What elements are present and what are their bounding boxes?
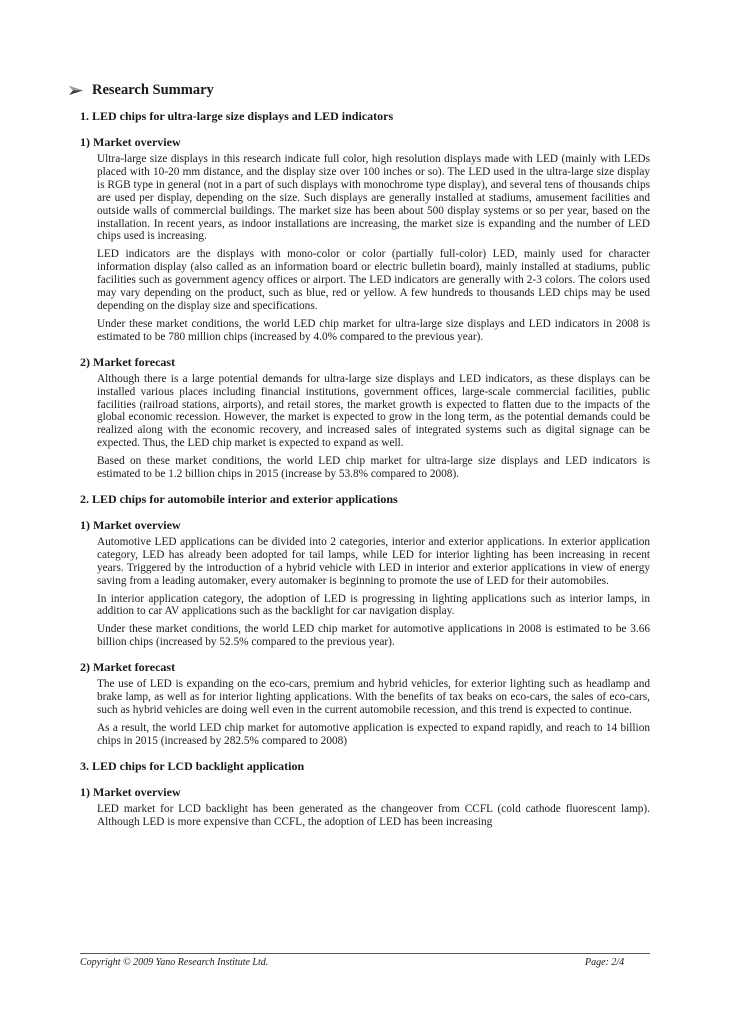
copyright-text: Copyright © 2009 Yano Research Institute Ltd.	[80, 957, 269, 968]
section-1-overview-paragraph-1: Ultra-large size displays in this research indicate full color, high resolution displays made with LED (mainly with LEDs placed with 10-20 mm distance, and the display size over 100 inches or so). The LED used in the ultra-large size display is RGB type in general (not in a part of such displays with monochrome type display), and several tens of thousands chips are used per display, depending on the size. Such displays are generally installed at stadiums, amusement facilities and outside walls of commercial buildings. The market size has been about 500 display systems or so per year, based on the installation. In recent years, as indoor installations are increasing, the market size is expanding and the number of LED chips used is increasing.	[97, 153, 650, 243]
section-3-title: 3. LED chips for LCD backlight application	[80, 758, 305, 773]
section-2-title: 2. LED chips for automobile interior and exterior applications	[80, 491, 398, 506]
page-footer	[80, 957, 650, 968]
section-3-overview-paragraph-1: LED market for LCD backlight has been generated as the changeover from CCFL (cold cathode fluorescent lamp). Although LED is more expensive than CCFL, the adoption of LED has been increasing	[97, 802, 650, 828]
section-1-forecast-paragraph-2: Based on these market conditions, the world LED chip market for ultra-large size displays and LED indicators is estimated to be 1.2 billion chips in 2015 (increase by 53.8% compared to 2008).	[97, 455, 650, 481]
page-number: Page: 2/4	[585, 957, 625, 968]
research-summary-heading	[68, 82, 214, 99]
research-summary-title: Research Summary	[92, 82, 214, 98]
section-1-forecast-paragraph-1: Although there is a large potential demands for ultra-large size displays and LED indicators, as these displays can be installed various places including financial institutions, government offices, large-scale commercial facilities, public facilities (railroad stations, airports), and retail stores, the market growth is expected to flatten due to the impacts of the global economic recession. However, the market is expected to grow in the long term, as the potential demands could be realized along with the economic recovery, and increased sales of integrated systems such as digital signage can be expected. Thus, the LED chip market is expected to expand as well.	[97, 372, 650, 450]
section-2-forecast-label: 2) Market forecast	[80, 660, 176, 675]
section-2-forecast-paragraph-2: As a result, the world LED chip market for automotive application is expected to expand rapidly, and reach to 14 billion chips in 2015 (increased by 282.5% compared to 2008)	[97, 721, 650, 747]
section-2-overview-label: 1) Market overview	[80, 517, 181, 532]
section-2-forecast-paragraph-1: The use of LED is expanding on the eco-cars, premium and hybrid vehicles, for exterior lighting such as headlamp and brake lamp, as well as for interior lighting applications. With the benefits of tax beaks on eco-cars, the sales of eco-cars, such as hybrid vehicles are doing well even in the current automobile recession, and this trend is expected to continue.	[97, 678, 650, 716]
arrow-bullet-icon	[68, 84, 84, 97]
document-body	[80, 109, 650, 834]
section-2-overview-paragraph-1: Automotive LED applications can be divided into 2 categories, interior and exterior applications. In exterior application category, LED has already been adopted for tail lamps, while LED for interior lighting has been increasing in recent years. Triggered by the introduction of a hybrid vehicle with LED in interior and exterior applications in view of energy saving from a leading automaker, every automaker is beginning to promote the use of LED for their automobiles.	[97, 535, 650, 587]
section-3-overview-label: 1) Market overview	[80, 784, 181, 799]
section-1-overview-paragraph-3: Under these market conditions, the world LED chip market for ultra-large size displays and LED indicators in 2008 is estimated to be 780 million chips (increased by 4.0% compared to the previous year).	[97, 317, 650, 343]
section-1-overview-label: 1) Market overview	[80, 135, 181, 149]
section-1-forecast-label: 2) Market forecast	[80, 354, 176, 369]
section-2-overview-paragraph-3: Under these market conditions, the world LED chip market for automotive applications in 2008 is estimated to be 3.66 billion chips (increased by 52.5% compared to the previous year).	[97, 623, 650, 649]
section-1-overview-paragraph-2: LED indicators are the displays with mono-color or color (partially full-color) LED, mainly used for character information display (also called as an information board or electric bulletin board), mainly installed at stadiums, public facilities such as government agency offices or airport. The LED indicators are generally with 2-3 colors. The colors used may vary depending on the product, such as blue, red or yellow. A few hundreds to thousands LED chips may be used depending on the display size and specifications.	[97, 248, 650, 312]
footer-divider	[80, 953, 650, 954]
section-2-overview-paragraph-2: In interior application category, the adoption of LED is progressing in lighting applications such as interior lamps, in addition to car AV applications such as the backlight for car navigation display.	[97, 592, 650, 618]
section-1-title: 1. LED chips for ultra-large size displays and LED indicators	[80, 109, 394, 123]
